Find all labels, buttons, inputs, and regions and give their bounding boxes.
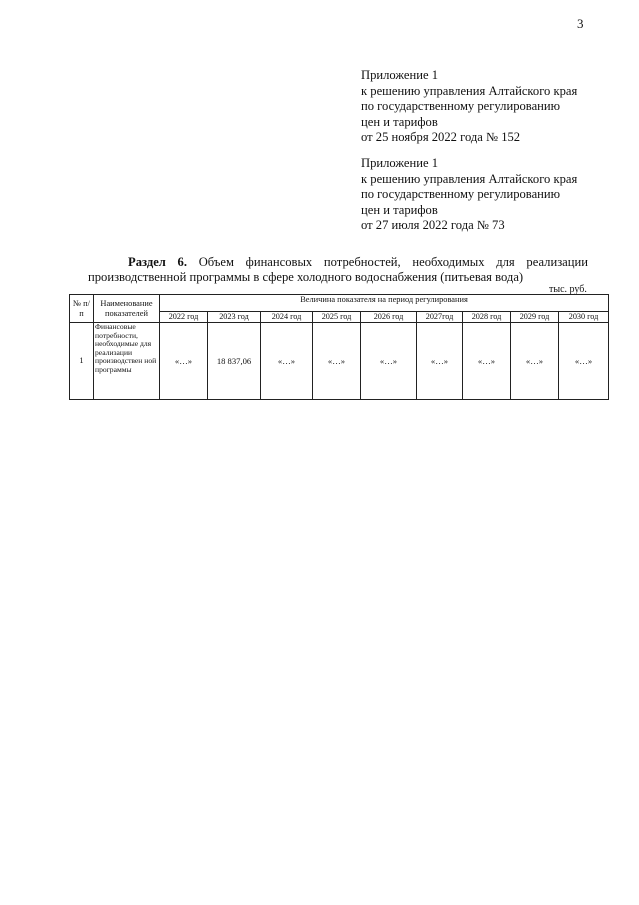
header-year: 2022 год xyxy=(160,312,208,323)
header-number: № п/п xyxy=(70,295,94,323)
section-title xyxy=(88,255,588,285)
appendix-line: к решению управления Алтайского края xyxy=(361,171,578,186)
section-label: Раздел 6. xyxy=(128,255,187,269)
section-title-line-1 xyxy=(88,255,588,270)
value-cell: 18 837,06 xyxy=(208,323,261,400)
appendix-date-line: от 25 ноября 2022 года № 152 xyxy=(361,130,521,145)
value-cell: «…» xyxy=(417,323,463,400)
page-number: 3 xyxy=(577,16,584,31)
table-row xyxy=(70,323,609,400)
value-cell: «…» xyxy=(160,323,208,400)
header-year: 2023 год xyxy=(208,312,261,323)
header-year: 2024 год xyxy=(261,312,313,323)
appendix-line: цен и тарифов xyxy=(361,114,438,129)
header-year: 2026 год xyxy=(361,312,417,323)
appendix-line: Приложение 1 xyxy=(361,68,439,82)
unit-label: тыс. руб. xyxy=(549,284,587,295)
value-cell: «…» xyxy=(261,323,313,400)
appendix-line: по государственному регулированию xyxy=(361,99,561,114)
value-cell: «…» xyxy=(361,323,417,400)
appendix-line: цен и тарифов xyxy=(361,202,438,217)
header-year: 2027год xyxy=(417,312,463,323)
appendix-header-original xyxy=(361,156,577,234)
appendix-line: Приложение 1 xyxy=(361,156,439,170)
value-cell: «…» xyxy=(463,323,511,400)
section-title-text: Объем финансовых потребностей, необходимых для реализации xyxy=(198,255,588,269)
row-indicator-name: Финансовые потребности, необходимые для реализации производствен ной программы xyxy=(94,323,160,400)
appendix-line: по государственному регулированию xyxy=(361,187,561,202)
value-cell: «…» xyxy=(511,323,559,400)
header-year: 2025 год xyxy=(313,312,361,323)
header-period: Величина показателя на период регулирования xyxy=(160,295,609,312)
header-year: 2030 год xyxy=(559,312,609,323)
section-title-line-2: производственной программы в сфере холодного водоснабжения (питьевая вода) xyxy=(88,270,524,284)
header-year: 2028 год xyxy=(463,312,511,323)
header-year: 2029 год xyxy=(511,312,559,323)
value-cell: «…» xyxy=(313,323,361,400)
row-number: 1 xyxy=(70,323,94,400)
appendix-header-current xyxy=(361,68,577,146)
financial-needs-table xyxy=(69,294,609,400)
header-indicator-name: Наименование показателей xyxy=(94,295,160,323)
value-cell: «…» xyxy=(559,323,609,400)
appendix-date-line: от 27 июля 2022 года № 73 xyxy=(361,218,505,233)
appendix-line: к решению управления Алтайского края xyxy=(361,83,578,98)
